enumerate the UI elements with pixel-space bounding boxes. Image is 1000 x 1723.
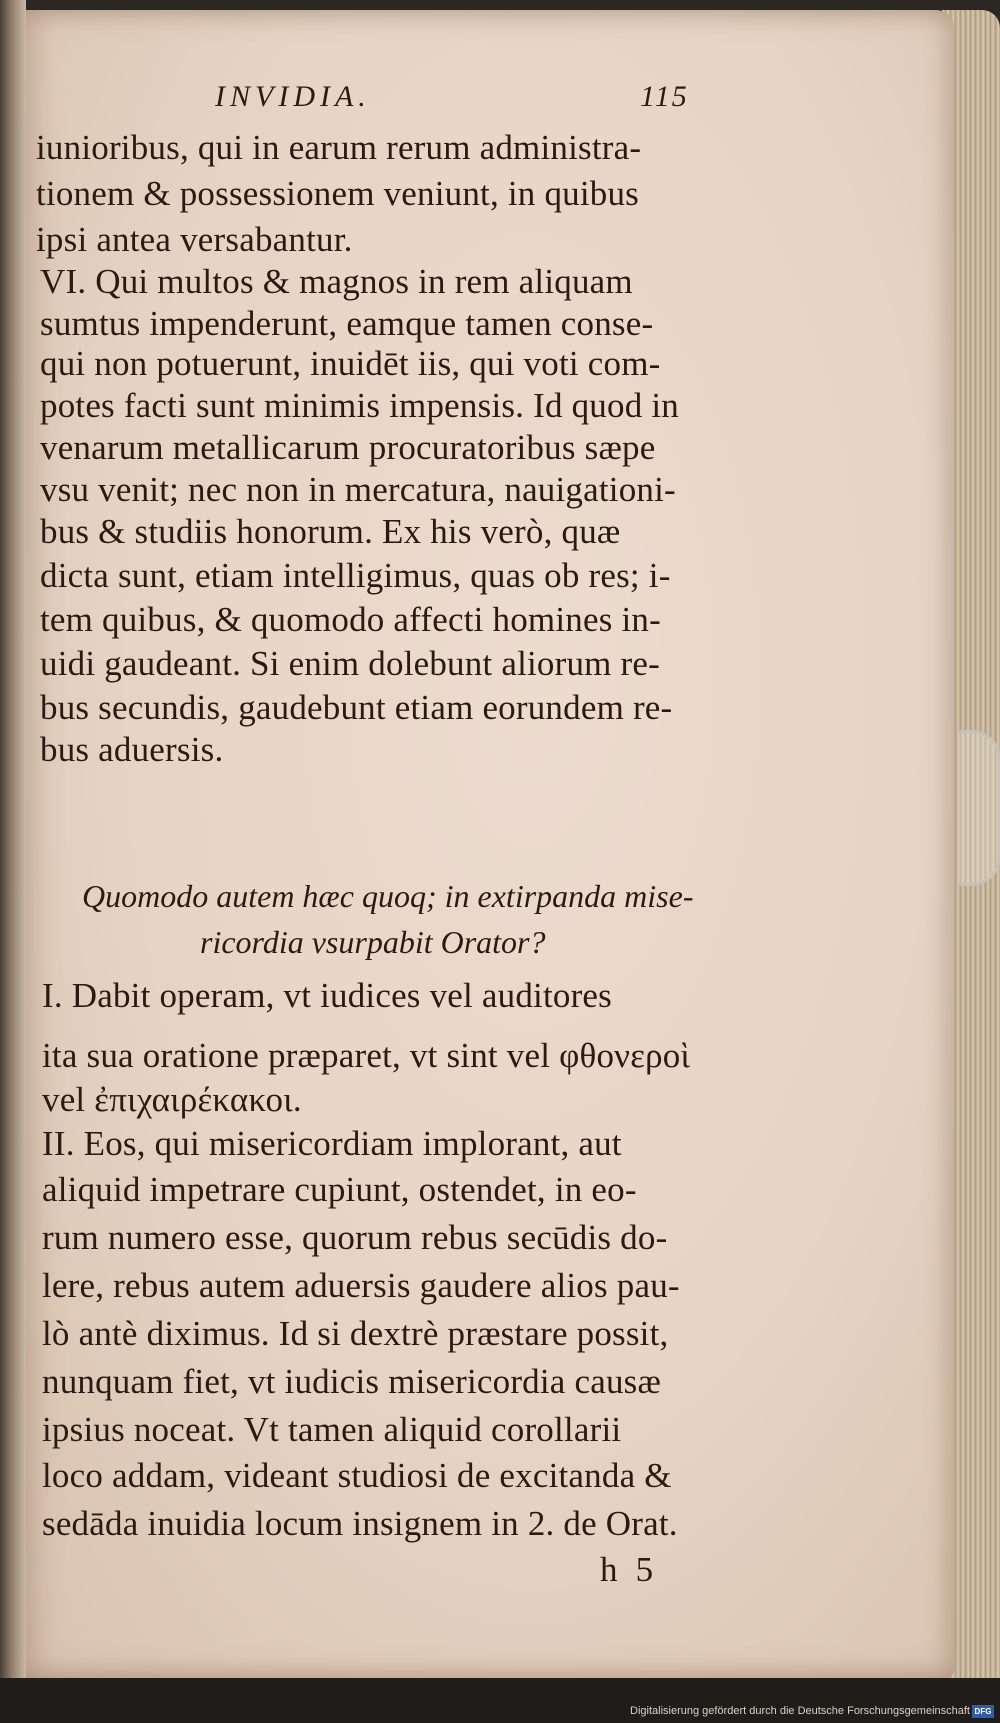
body-line: sumtus impenderunt, eamque tamen conse- — [40, 304, 654, 343]
answer-line: lò antè diximus. Id si dextrè præstare possit, — [42, 1314, 669, 1353]
body-line: tem quibus, & quomodo affecti homines in- — [40, 600, 661, 639]
body-line: venarum metallicarum procuratoribus sæpe — [40, 428, 656, 467]
funding-credit: Digitalisierung gefördert durch die Deutsche Forschungsgemeinschaft — [630, 1705, 970, 1717]
dfg-logo: DFG — [972, 1705, 994, 1718]
signature-mark: h 5 — [600, 1550, 654, 1589]
answer-line: ipsius noceat. Vt tamen aliquid corollarii — [42, 1410, 622, 1449]
body-line: potes facti sunt minimis impensis. Id quod in — [40, 386, 679, 425]
body-line: uidi gaudeant. Si enim dolebunt aliorum re- — [40, 644, 660, 683]
question-heading-line: ricordia vsurpabit Orator? — [200, 924, 546, 960]
body-line: qui non potuerunt, inuidēt iis, qui voti com- — [40, 344, 661, 383]
body-line: iunioribus, qui in earum rerum administra- — [36, 128, 642, 167]
page-number: 115 — [640, 80, 689, 113]
answer-line: I. Dabit operam, vt iudices vel auditores — [42, 976, 612, 1015]
answer-line: aliquid impetrare cupiunt, ostendet, in eo- — [42, 1170, 637, 1209]
body-line: bus secundis, gaudebunt etiam eorundem re- — [40, 688, 673, 727]
answer-line: ita sua oratione præparet, vt sint vel φθονεροὶ — [42, 1036, 691, 1075]
book-clasp — [958, 730, 1000, 886]
gutter — [0, 0, 26, 1723]
answer-line: lere, rebus autem aduersis gaudere alios pau- — [42, 1266, 680, 1305]
viewer-footer — [0, 1678, 1000, 1723]
body-line: bus aduersis. — [40, 730, 224, 769]
answer-line: nunquam fiet, vt iudicis misericordia causæ — [42, 1362, 662, 1401]
answer-line: II. Eos, qui misericordiam implorant, aut — [42, 1124, 622, 1163]
body-line: ipsi antea versabantur. — [36, 220, 353, 259]
body-line: bus & studiis honorum. Ex his verò, quæ — [40, 512, 621, 551]
answer-line: loco addam, videant studiosi de excitanda & — [42, 1456, 672, 1495]
answer-line: sedāda inuidia locum insignem in 2. de Orat. — [42, 1504, 678, 1543]
body-line: vsu venit; nec non in mercatura, nauigationi- — [40, 470, 676, 509]
answer-line: rum numero esse, quorum rebus secūdis do- — [42, 1218, 668, 1257]
answer-line: vel ἐπιχαιρέκακοι. — [42, 1080, 302, 1119]
body-line: VI. Qui multos & magnos in rem aliquam — [40, 262, 633, 301]
question-heading-line: Quomodo autem hæc quoq; in extirpanda mise- — [82, 878, 694, 914]
running-head-title: INVIDIA. — [215, 80, 371, 113]
body-line: dicta sunt, etiam intelligimus, quas ob res; i- — [40, 556, 671, 595]
body-line: tionem & possessionem veniunt, in quibus — [36, 174, 639, 213]
